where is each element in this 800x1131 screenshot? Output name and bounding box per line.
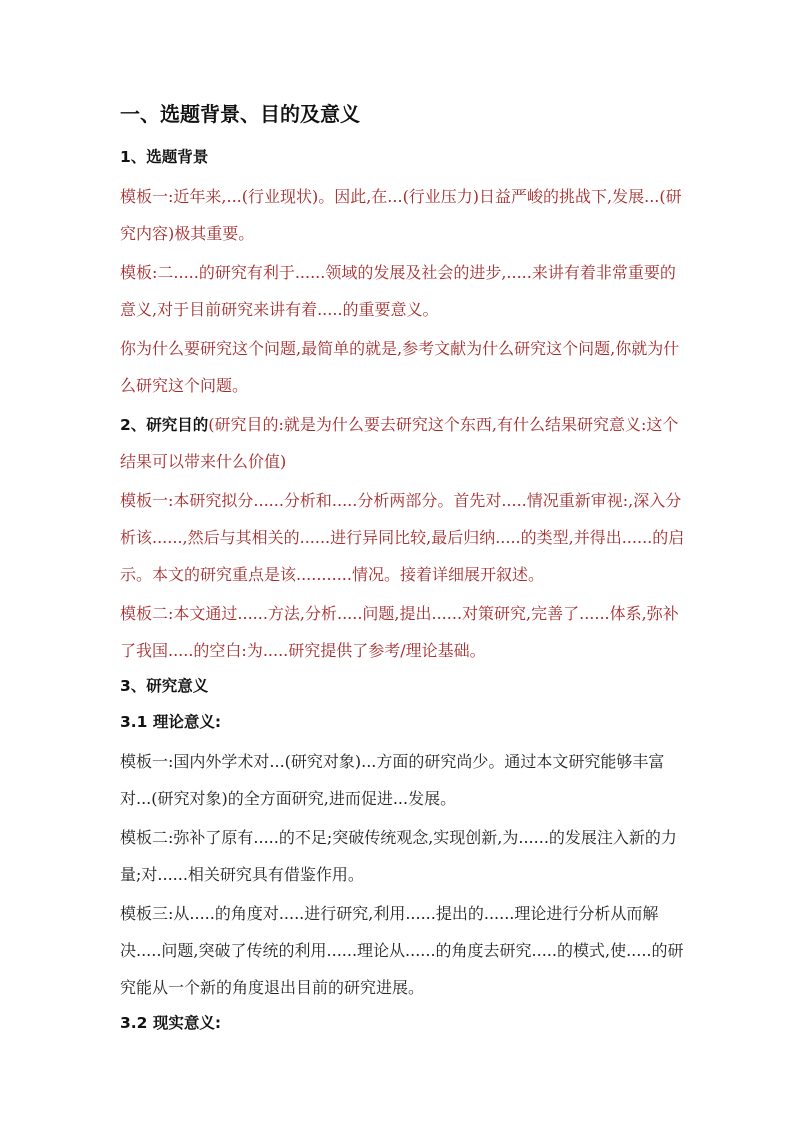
subsection-heading-practical: 3.2 现实意义:: [120, 1014, 222, 1032]
note-paragraph: 你为什么要研究这个问题,最简单的就是,参考文献为什么研究这个问题,你就为什么研究这个问题。: [120, 339, 680, 395]
subsection-heading-theory: 3.1 理论意义:: [120, 713, 222, 731]
template-paragraph: 模板一:本研究拟分......分析和.....分析两部分。首先对.....情况重新审视:,深入分析该......,然后与其相关的......进行异同比较,最后归纳.....的类型,并得出......的启示。本文的研究重点是该...........情况。接着详细展开叙述。: [120, 491, 685, 584]
template-paragraph: 模板二:弥补了原有.....的不足;突破传统观念,实现创新,为......的发展注入新的力量;对......相关研究具有借鉴作用。: [120, 828, 677, 884]
document-page: [120, 100, 690, 1044]
template-paragraph: 模板一:近年来,...(行业现状)。因此,在...(行业压力)日益严峻的挑战下,发展...(研究内容)极其重要。: [120, 187, 682, 243]
template-paragraph: 模板二:本文通过......方法,分析.....问题,提出......对策研究,完善了......体系,弥补了我国.....的空白:为.....研究提供了参考/理论基础。: [120, 604, 679, 660]
section-heading-background: 1、选题背景: [120, 148, 209, 166]
document-title: 一、选题背景、目的及意义: [120, 102, 360, 126]
section-heading-note: (研究目的:就是为什么要去研究这个东西,有什么结果研究意义:这个结果可以带来什么价值): [120, 415, 679, 471]
template-paragraph: 模板一:国内外学术对...(研究对象)...方面的研究尚少。通过本文研究能够丰富对...(研究对象)的全方面研究,进而促进...发展。: [120, 752, 665, 808]
section-heading-purpose: 2、研究目的: [120, 416, 209, 434]
section-heading-purpose-line: [120, 406, 690, 480]
section-heading-significance: 3、研究意义: [120, 677, 209, 695]
template-paragraph: 模板:二.....的研究有利于......领域的发展及社会的进步,.....来讲有着非常重要的意义,对于目前研究来讲有着.....的重要意义。: [120, 263, 676, 319]
template-paragraph: 模板三:从.....的角度对.....进行研究,利用......提出的......理论进行分析从而解决.....问题,突破了传统的利用......理论从......的角度去研究.....的模式,使.....的研究能从一个新的角度退出目前的研究进展。: [120, 904, 684, 997]
